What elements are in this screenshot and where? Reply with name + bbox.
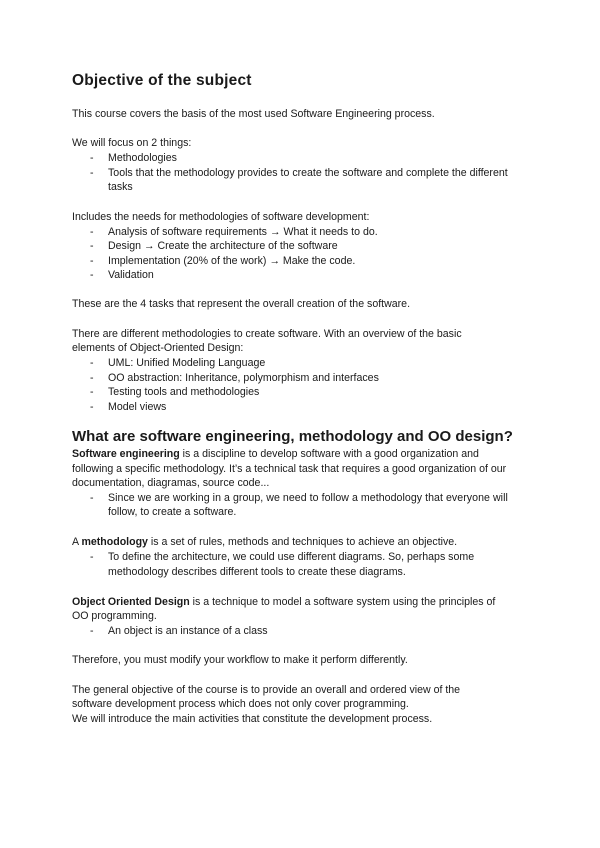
paragraph-includes: Includes the needs for methodologies of software development:	[72, 211, 370, 223]
bullet-dash: -	[90, 152, 94, 164]
article-text: A	[72, 536, 82, 548]
term-software-engineering: Software engineering	[72, 448, 180, 460]
list-item: Implementation (20% of the work) → Make the code.	[108, 255, 356, 267]
list-item: Methodologies	[108, 152, 177, 164]
bullet-dash: -	[90, 240, 94, 252]
list-item: To define the architecture, we could use different diagrams. So, perhaps some	[108, 551, 475, 563]
list-item: Since we are working in a group, we need to follow a methodology that everyone will	[108, 492, 508, 504]
paragraph-therefore: Therefore, you must modify your workflow to make it perform differently.	[72, 654, 408, 666]
paragraph-line: software development process which does not only cover programming.	[72, 698, 409, 710]
bullet-dash: -	[90, 255, 94, 267]
paragraph-methodology	[72, 535, 457, 550]
list-item-continuation: methodology describes different tools to create these diagrams.	[108, 566, 406, 578]
bullet-dash: -	[90, 357, 94, 369]
bullet-dash: -	[90, 625, 94, 637]
bullet-dash: -	[90, 386, 94, 398]
bullet-dash: -	[90, 167, 94, 179]
paragraph-focus: We will focus on 2 things:	[72, 137, 192, 149]
list-item: Testing tools and methodologies	[108, 386, 260, 398]
paragraph-methodologies: There are different methodologies to create software. With an overview of the basic	[72, 328, 462, 340]
section-heading: What are software engineering, methodology and OO design?	[72, 428, 513, 445]
list-item: Design → Create the architecture of the software	[108, 240, 338, 252]
list-item: Analysis of software requirements → What it needs to do.	[108, 226, 378, 238]
page-title: Objective of the subject	[72, 72, 252, 89]
definition-text: is a discipline to develop software with a good organization and	[179, 448, 479, 460]
paragraph-software-engineering	[72, 447, 479, 462]
definition-text: is a set of rules, methods and techniques to achieve an objective.	[147, 536, 458, 548]
list-item: Tools that the methodology provides to create the software and complete the different	[108, 167, 508, 179]
bullet-dash: -	[90, 269, 94, 281]
paragraph-line: documentation, diagramas, source code...	[72, 477, 270, 489]
bullet-dash: -	[90, 551, 94, 563]
list-item: Validation	[108, 269, 154, 281]
list-item: UML: Unified Modeling Language	[108, 357, 266, 369]
term-methodology: methodology	[81, 536, 148, 548]
term-object-oriented-design: Object Oriented Design	[72, 596, 190, 608]
list-item: Model views	[108, 401, 167, 413]
bullet-dash: -	[90, 401, 94, 413]
paragraph-intro: This course covers the basis of the most used Software Engineering process.	[72, 108, 435, 120]
paragraph-ood	[72, 595, 495, 610]
bullet-dash: -	[90, 226, 94, 238]
paragraph-line: OO programming.	[72, 610, 157, 622]
paragraph-line: following a specific methodology. It’s a technical task that requires a good organization of our	[72, 463, 507, 475]
bullet-dash: -	[90, 372, 94, 384]
paragraph-general: The general objective of the course is to provide an overall and ordered view of the	[72, 684, 461, 696]
bullet-dash: -	[90, 492, 94, 504]
list-item-continuation: follow, to create a software.	[108, 506, 237, 518]
list-item-continuation: tasks	[108, 181, 133, 193]
paragraph-methodologies-line2: elements of Object-Oriented Design:	[72, 342, 244, 354]
definition-text: is a technique to model a software system using the principles of	[189, 596, 496, 608]
list-item: OO abstraction: Inheritance, polymorphism and interfaces	[108, 372, 379, 384]
paragraph-line: We will introduce the main activities that constitute the development process.	[72, 713, 433, 725]
paragraph-tasks: These are the 4 tasks that represent the overall creation of the software.	[72, 298, 411, 310]
list-item: An object is an instance of a class	[108, 625, 268, 637]
